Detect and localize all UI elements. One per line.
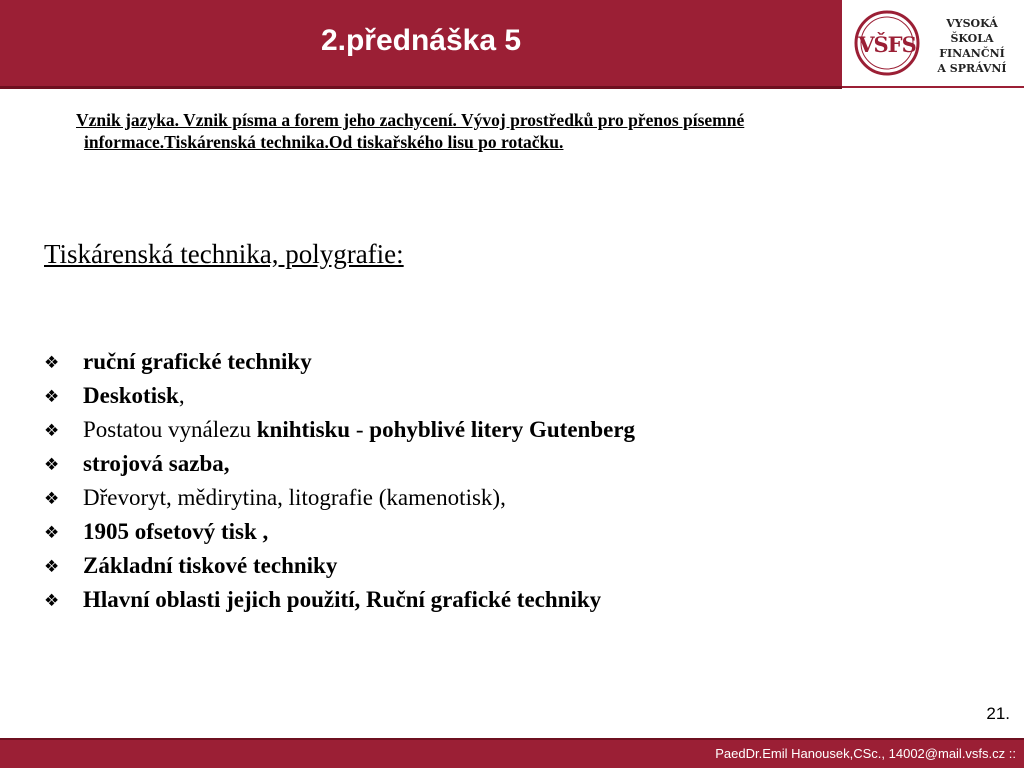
section-heading: Tiskárenská technika, polygrafie: xyxy=(44,239,404,269)
vsfs-logo-icon xyxy=(852,8,922,78)
title-bar-divider xyxy=(0,86,842,89)
bullet-list xyxy=(44,345,635,617)
slide-title: 2.přednáška 5 xyxy=(320,24,522,57)
page-number: 21. xyxy=(986,704,1010,723)
footer-text: PaedDr.Emil Hanousek,CSc., 14002@mail.vsfs.cz :: xyxy=(715,746,1016,761)
diamond-bullet-icon: ❖ xyxy=(44,421,60,441)
bullet-item xyxy=(44,447,635,481)
school-logo xyxy=(842,0,1024,88)
bullet-text: Základní tiskové techniky xyxy=(83,553,338,578)
bullet-text: Deskotisk xyxy=(83,383,179,408)
footer-bar xyxy=(0,738,1024,768)
bullet-item xyxy=(44,583,635,617)
bullet-text: ruční grafické techniky xyxy=(83,349,312,374)
logo-line-2: FINANČNÍ xyxy=(939,47,1005,60)
diamond-bullet-icon: ❖ xyxy=(44,591,60,611)
logo-monogram: VŠFS xyxy=(858,32,916,57)
diamond-bullet-icon: ❖ xyxy=(44,489,60,509)
bullet-text: strojová sazba, xyxy=(83,451,230,476)
bullet-item xyxy=(44,345,635,379)
bullet-text: Dřevoryt, mědirytina, litografie (kamenotisk), xyxy=(83,485,506,510)
bullet-text: Hlavní oblasti jejich použití, Ruční grafické techniky xyxy=(83,587,602,612)
logo-line-1: VYSOKÁ ŠKOLA xyxy=(946,17,998,45)
bullet-text: 1905 ofsetový tisk , xyxy=(83,519,269,544)
diamond-bullet-icon: ❖ xyxy=(44,523,60,543)
diamond-bullet-icon: ❖ xyxy=(44,387,60,407)
bullet-text: - xyxy=(350,417,370,442)
bullet-text: , xyxy=(178,383,185,408)
diamond-bullet-icon: ❖ xyxy=(44,455,60,475)
footer-divider xyxy=(0,738,1024,740)
bullet-item xyxy=(44,413,635,447)
lecture-subtitle xyxy=(76,109,976,153)
bullet-text: Postatou vynálezu xyxy=(83,417,257,442)
bullet-item xyxy=(44,549,635,583)
bullet-item xyxy=(44,379,635,413)
bullet-text: knihtisku xyxy=(256,417,351,442)
subtitle-line-2: informace.Tiskárenská technika.Od tiskařského lisu po rotačku. xyxy=(84,132,564,152)
bullet-text: pohyblivé litery Gutenberg xyxy=(369,417,636,442)
diamond-bullet-icon: ❖ xyxy=(44,353,60,373)
bullet-item xyxy=(44,481,635,515)
subtitle-line-1: Vznik jazyka. Vznik písma a forem jeho zachycení. Vývoj prostředků pro přenos písemné xyxy=(76,110,745,130)
diamond-bullet-icon: ❖ xyxy=(44,557,60,577)
bullet-item xyxy=(44,515,635,549)
title-bar xyxy=(0,0,842,86)
logo-text xyxy=(924,16,1020,76)
logo-line-3: A SPRÁVNÍ xyxy=(937,62,1007,75)
